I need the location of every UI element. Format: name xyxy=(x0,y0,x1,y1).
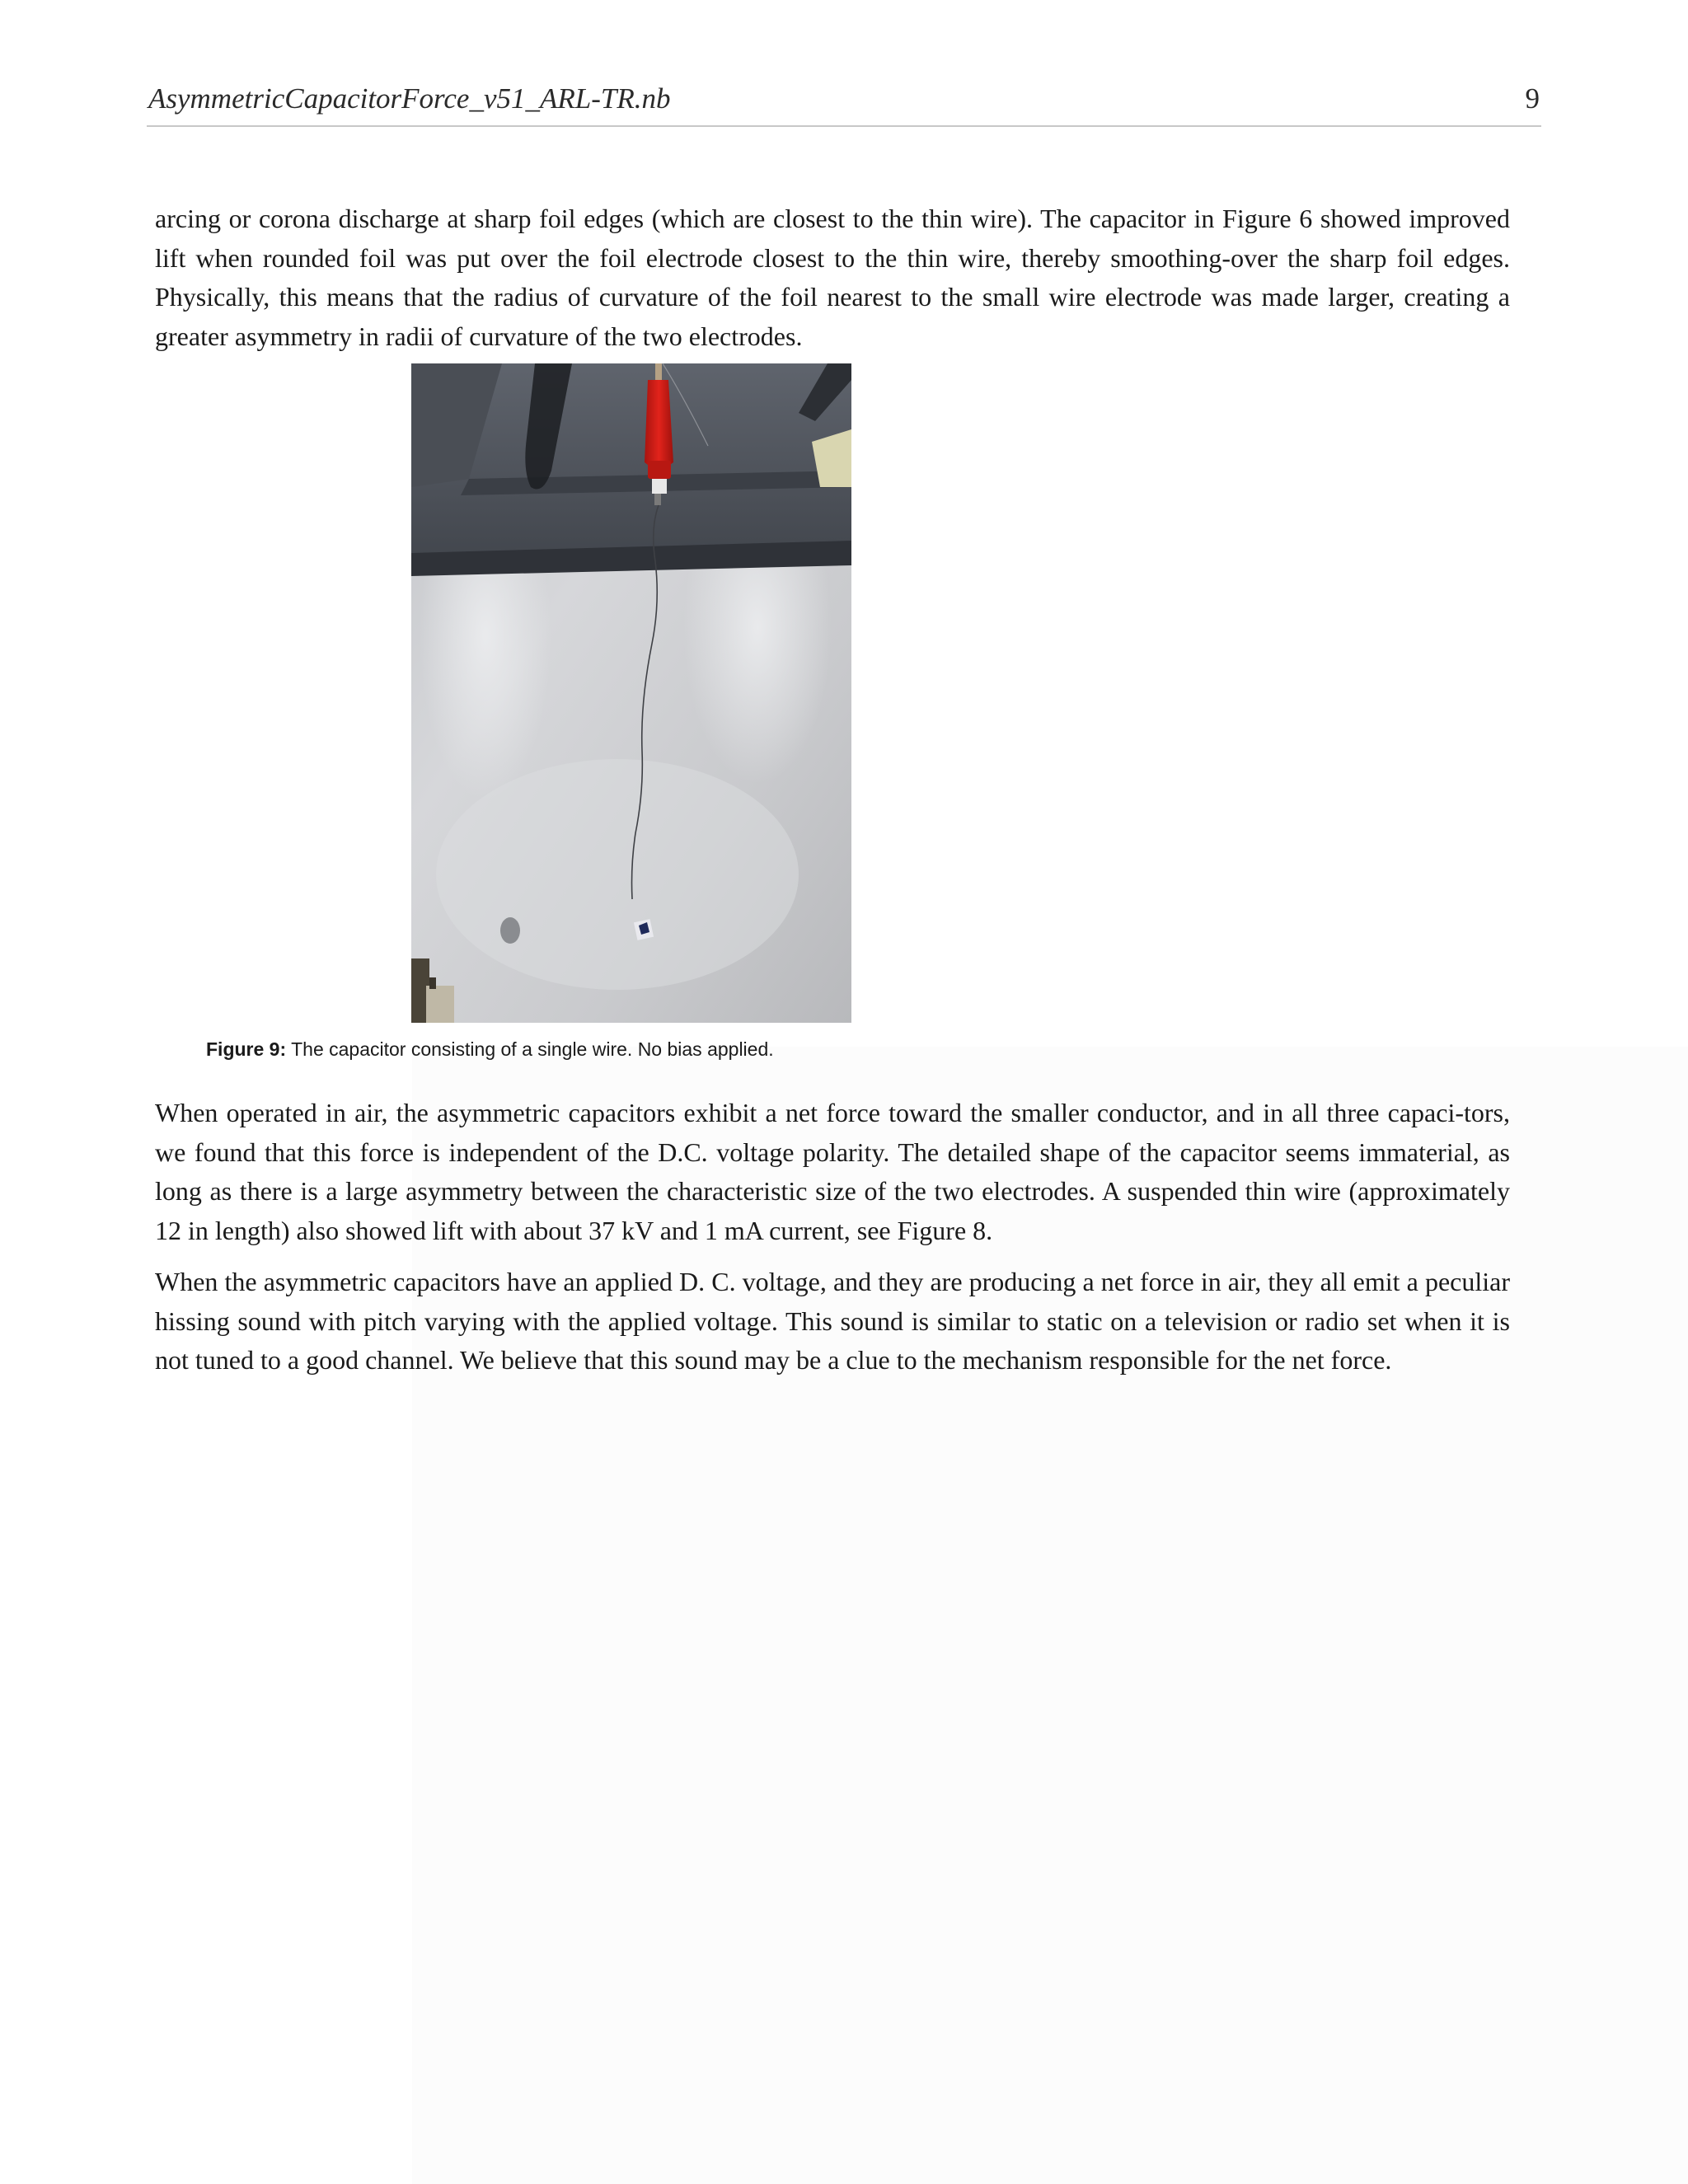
running-header xyxy=(147,79,1541,127)
body-paragraph: arcing or corona discharge at sharp foil edges (which are closest to the thin wire). The capacitor in Figure 6 showed improved lift when rounded foil was put over the foil electrode closest to the thin wire, thereby smoothing-over the sharp foil edges. Physically, this means that the radius of curvature of the foil nearest to the small wire electrode was made larger, creating a greater asymmetry in radii of curvature of the two electrodes. xyxy=(155,204,1510,351)
figure-caption-label: Figure 9: xyxy=(206,1038,287,1060)
figure-photo xyxy=(411,363,851,1023)
body-paragraph: When operated in air, the asymmetric capacitors exhibit a net force toward the smaller conductor, and in all three capaci-tors, we found that this force is independent of the D.C. voltage polarity. The detailed shape of the capacitor seems immaterial, as long as there is a large asymmetry between the characteristic size of the two electrodes. A suspended thin wire (approximately 12 in length) also showed lift with about 37 kV and 1 mA current, see Figure 8. xyxy=(155,1098,1510,1245)
page-number: 9 xyxy=(1525,82,1540,115)
header-title: AsymmetricCapacitorForce_v51_ARL-TR.nb xyxy=(148,82,671,115)
figure-caption-text: The capacitor consisting of a single wire. No bias applied. xyxy=(286,1038,774,1060)
body-paragraph: When the asymmetric capacitors have an applied D. C. voltage, and they are producing a net force in air, they all emit a peculiar hissing sound with pitch varying with the applied voltage. This sound is similar to static on a television or radio set when it is not tuned to a good channel. We believe that this sound may be a clue to the mechanism responsible for the net force. xyxy=(155,1267,1510,1375)
figure-caption xyxy=(206,1037,774,1062)
